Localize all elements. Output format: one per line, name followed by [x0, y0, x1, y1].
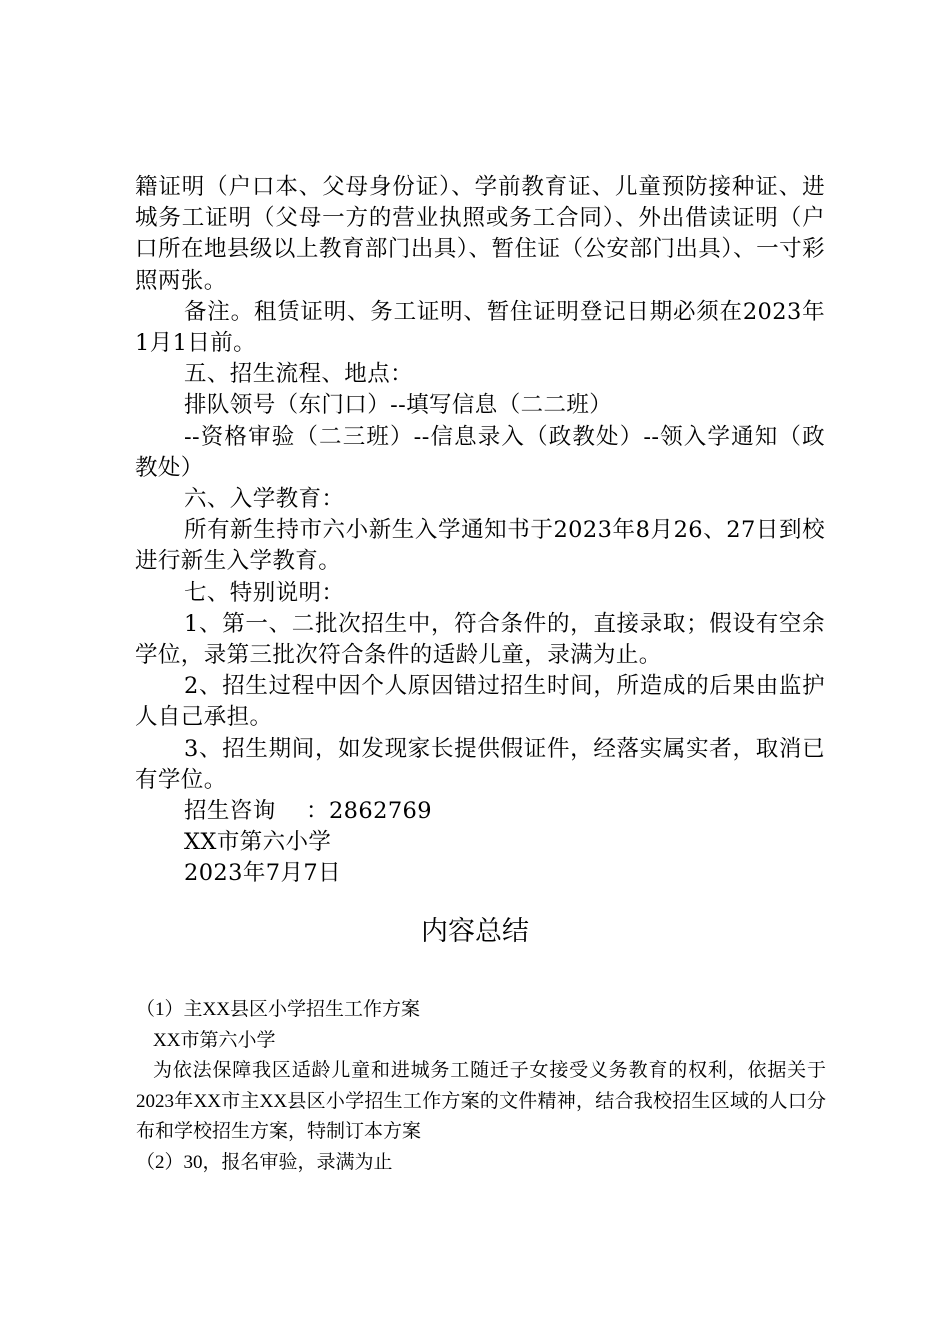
- summary-item-school: XX市第六小学: [153, 1029, 276, 1051]
- heading-process-location: 五、招生流程、地点：: [184, 361, 414, 388]
- paragraph-enrollment-education: 所有新生持市六小新生入学通知书于2023年8月26、27日到校进行新生入学教育。: [135, 517, 825, 575]
- document-date: 2023年7月7日: [184, 860, 341, 887]
- paragraph-process-step-1: 排队领号（东门口）--填写信息（二二班）: [184, 392, 613, 419]
- heading-special-notes: 七、特别说明：: [184, 579, 345, 606]
- paragraph-note-3: 3、招生期间，如发现家长提供假证件，经落实属实者，取消已有学位。: [135, 735, 825, 793]
- school-signature: XX市第六小学: [184, 829, 332, 856]
- summary-item-1: （1）主XX县区小学招生工作方案: [136, 999, 420, 1020]
- paragraph-note-2: 2、招生过程中因个人原因错过招生时间，所造成的后果由监护人自己承担。: [135, 673, 825, 731]
- contact-phone: 招生咨询 ：2862769: [184, 798, 432, 825]
- paragraph-required-documents: 籍证明（户口本、父母身份证）、学前教育证、儿童预防接种证、进城务工证明（父母一方的营业执照或务工合同）、外出借读证明（户口所在地县级以上教育部门出具）、暂住证（公安部门出具）、一寸彩照两张。: [135, 174, 825, 294]
- summary-item-2: （2）30，报名审验，录满为止: [136, 1151, 393, 1173]
- document-body: [135, 172, 825, 890]
- summary-item-purpose: 为依法保障我区适龄儿童和进城务工随迁子女接受义务教育的权利，依据关于2023年XX市主XX县区小学招生工作方案的文件精神，结合我校招生区域的人口分布和学校招生方案，特制订本方案: [136, 1060, 826, 1142]
- summary-section: [136, 995, 826, 1178]
- paragraph-process-step-2: --资格审验（二三班）--信息录入（政教处）--领入学通知（政教处）: [135, 423, 825, 481]
- paragraph-remark: 备注。租赁证明、务工证明、暂住证明登记日期必须在2023年1月1日前。: [135, 298, 825, 357]
- heading-enrollment-education: 六、入学教育：: [184, 486, 345, 513]
- paragraph-note-1: 1、第一、二批次招生中，符合条件的，直接录取；假设有空余学位，录第三批次符合条件的适龄儿童，录满为止。: [135, 610, 825, 669]
- summary-title: 内容总结: [421, 916, 529, 947]
